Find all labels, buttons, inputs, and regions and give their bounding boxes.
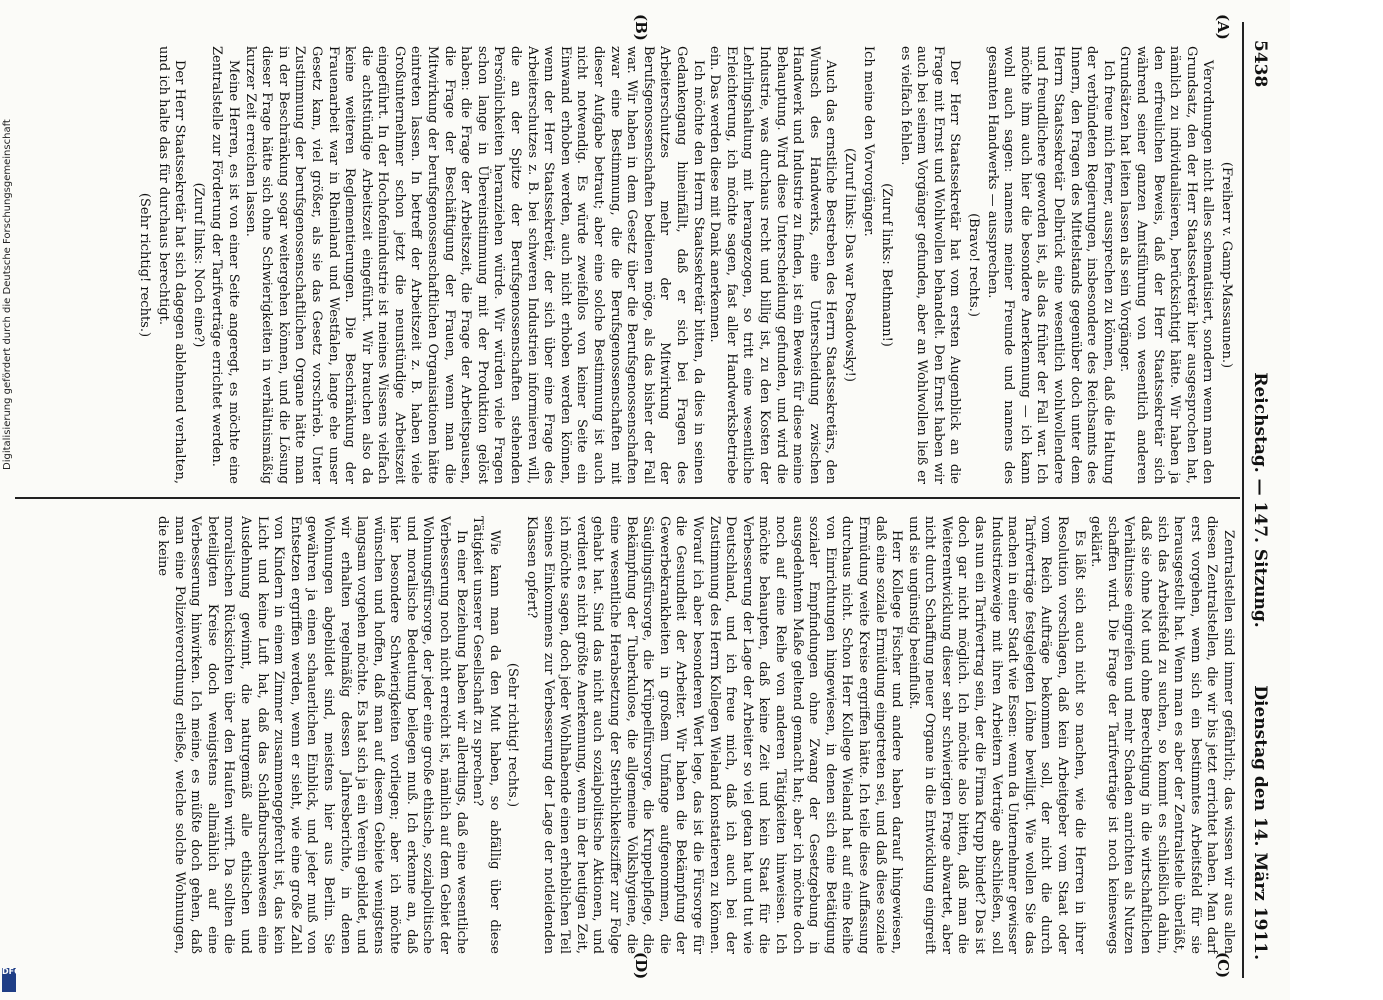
digitization-credit: Digitalisierung gefördert durch die Deutsche Forschungsgemeinschaft (2, 119, 13, 470)
interjection: (Zuruf links: Noch eine?) (190, 182, 206, 348)
margin-mark-b: (B) (632, 14, 650, 41)
header-rule (1242, 22, 1244, 978)
margin-mark-d: (D) (632, 952, 650, 980)
interjection: (Zuruf links: Bethmann!) (879, 183, 895, 347)
paragraph: Wie kann man da den Mut haben, so abfällig über diese Tätigkeit unserer Gesellschaft zu sprechen? (470, 516, 502, 954)
interjection: (Sehr richtig! rechts.) (137, 192, 152, 338)
header-title: Reichstag. — 147. Sitzung. (1250, 372, 1270, 628)
paragraph: Es läßt sich auch nicht so machen, wie die Herren in ihrer Resolution vorschlagen, daß kein Arbeitgeber vom Staat oder vom Reich Aufträge bekommen soll, der nicht die durch Tarifverträge festgelegten Löhne bewilligt. Wie wollen Sie das machen in einer Stadt wie Essen: wenn da Unternehmer gewisser Industriezweige mit ihren Arbeitern Verträge abschließen, soll das nun ein Tarifvertrag sein, der die Firma Krupp bindet? Das ist doch gar nicht möglich. Ich möchte also bitten, daß man die Weiterentwicklung dieser sehr schwierigen Frage abwartet, aber nicht durch Schaffung neuer Organe in die Entwicklung eingreift und sie ungünstig beeinflußt. (905, 516, 1087, 954)
interjection: (Freiherr v. Gamp-Massaunen.) (1219, 161, 1234, 369)
paragraph: Ich freue mich ferner, aussprechen zu können, daß die Haltung der verbündeten Regierungen, insbesondere des Reichsamts des Innern, den Fragen des Mittelstands gegenüber doch unter dem Herrn Staatssekretär Delbrück eine wesentlich wohlwollendere und freundlichere geworden ist, als das früher der Fall war. Ich möchte ihm auch hier die besondere Anerkennung — ich kann wohl auch sagen: namens meiner Freunde und namens des gesamten Handwerks — aussprechen. (984, 46, 1116, 484)
interjection: (Bravo! rechts.) (966, 213, 982, 317)
interjection: (Sehr richtig! rechts.) (505, 662, 521, 808)
paragraph: Meine Herren, es ist von einer Seite angeregt, es möchte eine Zentralstelle zur Förderung der Tarifverträge errichtet werden. (209, 46, 241, 484)
paragraph: Ich möchte den Herrn Staatssekretär bitten, da dies in seinen Gedankengang hineinfällt, daß er sich bei Fragen des Arbeiterschutzes mehr der Mitwirkung der Berufsgenossenschaften bedienen möge, als das bisher der Fall war. Wir haben in dem Gesetz über die Berufsgenossenschaften zwar eine Bestimmung, die die Berufsgenossenschaften mit dieser Aufgabe betraut; aber eine solche Bestimmung ist auch nicht notwendig. Es würde zweifellos von keiner Seite ein Einwand erhoben werden, auch nicht erhoben werden können, wenn der Herr Staatssekretär, der sich über eine Frage des Arbeiterschutzes z. B. bei schweren Industrien informieren will, die an der Spitze der Berufsgenossenschaften stehenden Persönlichkeiten heranziehen würde. Wir würden viele Fragen schon lange in Übereinstimmung mit der Produktion gelöst haben: die Frage der Arbeitszeit, die Frage der Arbeitspausen, die Frage der Beschäftigung der Frauen, wenn man die Mitwirkung der berufsgenossenschaftlichen Organisationen hätte eintreten lassen. In betreff der Arbeitszeit z. B. haben viele Großunternehmer schon jetzt die neunstündige Arbeitszeit eingeführt. In der Hochofenindustrie ist meines Wissens vielfach die achtstündige Arbeitszeit eingeführt. Wir brauchen also da keine weiteren Reglementierungen. Die Beschränkung der Frauenarbeit war in Rheinland und Westfalen, lange ehe unser Gesetz kam, viel größer, als sie das Gesetz vorschrieb. Unter Zustimmung der berufsgenossenschaftlichen Organe hätte man in der Beschränkung sogar weitergehen können, und die Lösung dieser Frage hätte sich ohne Schwierigkeiten in verhältnismäßig kurzer Zeit erreichen lassen. (242, 46, 706, 484)
paragraph: Verordnungen nicht alles schematisiert, sondern wenn man den Grundsatz, den der Herr Staatssekretär hier ausgesprochen hat, nämlich zu individualisieren, berücksichtigt hätte. Wir haben ja den erfreulichen Beweis, daß der Herr Staatssekretär sich während seiner ganzen Amtsführung von wesentlich anderen Grundsätzen hat leiten lassen als sein Vorgänger. (1117, 46, 1216, 484)
paragraph: Auch das ernstliche Bestreben des Herrn Staatssekretärs, den Wunsch des Handwerks, eine Unterscheidung zwischen Handwerk und Industrie zu finden, ist ein Beweis für diese meine Behauptung. Wird diese Unterscheidung gefunden, und wird die Industrie, was durchaus recht und billig ist, zu den Kosten der Lehrlingshaltung mit herangezogen, so tritt eine wesentliche Erleichterung, ich möchte sagen, fast aller Handwerksbetriebe ein. Das werden diese mit Dank anerkennen. (707, 46, 839, 484)
digitization-credit-strip (0, 0, 21, 1000)
paragraph: Ich meine den Vorvorgänger. (860, 46, 876, 237)
left-text-column (16, 46, 1236, 484)
paragraph: Zentralstellen sind immer gefährlich; das wissen wir aus allen diesen Zentralstellen, die wir bis jetzt errichtet haben. Man darf erst vorgehen, wenn sich ein bestimmtes Arbeitsfeld für sie herausgestellt hat. Wenn man es aber der Zentralstelle überläßt, sich das Arbeitsfeld zu suchen, so kommt es schließlich dahin, daß sie ohne Not und ohne Berechtigung in die wirtschaftlichen Verhältnisse eingreifen und mehr Schaden anrichten als Nutzen schaffen wird. Die Frage der Tarifverträge ist noch keineswegs geklärt. (1088, 516, 1236, 954)
header-date: Dienstag den 14. März 1911. (1250, 685, 1270, 960)
page-header (1242, 40, 1276, 960)
paragraph: Der Herr Staatssekretär hat sich dagegen ablehnend verhalten, und ich halte das für durchaus berechtigt. (155, 46, 188, 484)
margin-mark-a: (A) (1214, 14, 1232, 40)
interjection: (Zuruf links: Das war Posadowsky!) (841, 148, 857, 382)
paragraph: In einer Beziehung haben wir allerdings, daß eine wesentliche Verbesserung noch nicht erreicht ist, nämlich auf dem Gebiet der Wohnungsfürsorge, der jeder eine große ethische, sozialpolitische und moralische Bedeutung beilegen muß. Ich erkenne an, daß hier besondere Schwierigkeiten vorliegen; aber ich möchte wünschen und hoffen, daß man auf diesem Gebiete wenigstens langsam vorgehen möchte. Es hat sich ja ein Verein gebildet, und wir erhalten regelmäßig dessen Jahresberichte, in denen Wohnungen abgebildet sind, meistens hier aus Berlin. Sie gewähren ja einen schauerlichen Einblick, und jeder muß von Entsetzen ergriffen werden, wenn er sieht, wie eine große Zahl von Kindern in einem Zimmer zusammengepfercht ist, das kein Licht und keine Luft hat, daß das Schlafburschenwesen eine Ausdehnung gewinnt, die naturgemäß alle ethischen und moralischen Rücksichten über den Haufen wirft. Da sollten die beteiligten Kreise doch wenigstens allmählich auf eine Verbesserung hinwirken. Ich meine, es müßte doch gehen, daß man eine Polizeiverordnung erließe, welche solche Wohnungen, die keine (155, 516, 469, 954)
paragraph: Der Herr Staatssekretär hat vom ersten Augenblick an die Frage mit Ernst und Wohlwollen behandelt. Den Ernst haben wir auch bei seinem Vorgänger gefunden, aber an Wohlwollen ließ er es vielfach fehlen. (897, 46, 963, 484)
column-divider (15, 497, 1240, 499)
right-text-column (16, 516, 1236, 954)
margin-mark-c: (C) (1214, 952, 1232, 979)
paragraph: Herr Kollege Fischer und andere haben darauf hingewiesen, daß eine soziale Ermüdung eingetreten sei, und daß diese soziale Ermüdung weite Kreise ergriffen hätte. Ich teile diese Auffassung durchaus nicht. Schon Herr Kollege Wieland hat auf eine Reihe von Einrichtungen hingewiesen, in denen sich eine Betätigung sozialer Empfindungen ohne Zwang der Gesetzgebung in ausgedehntem Maße geltend gemacht hat; aber ich möchte doch noch auf eine Reihe von anderen Tätigkeiten hinweisen. Ich möchte behaupten, daß keine Zeit und kein Staat für die Verbesserung der Lage der Arbeiter so viel getan hat und tut wie Deutschland, und ich freue mich, daß ich auch bei der Zustimmung des Herrn Kollegen Wieland konstatieren zu können. Worauf ich aber besonderen Wert lege, das ist die Fürsorge für die Gesundheit der Arbeiter. Wir haben die Bekämpfung der Gewerbekrankheiten in großem Umfange aufgenommen, die Säuglingsfürsorge, die Krüppelfürsorge, die Kruppelpflege, die Bekämpfung der Tuberkulose, die allgemeine Volkshygiene, die eine wesentliche Herabsetzung der Sterblichkeitsziffer zur Folge gehabt hat. Sind das nicht auch sozialpolitische Aktionen, und verdient es nicht größte Anerkennung, wenn in der heutigen Zeit, ich möchte sagen, doch jeder Wohlhabende einen erheblichen Teil seines Einkommens zur Verbesserung der Lage der notleidenden Klassen opfert? (524, 516, 905, 954)
page-number: 5438 (1250, 40, 1270, 88)
dfg-logo-icon: DFG (2, 968, 16, 992)
